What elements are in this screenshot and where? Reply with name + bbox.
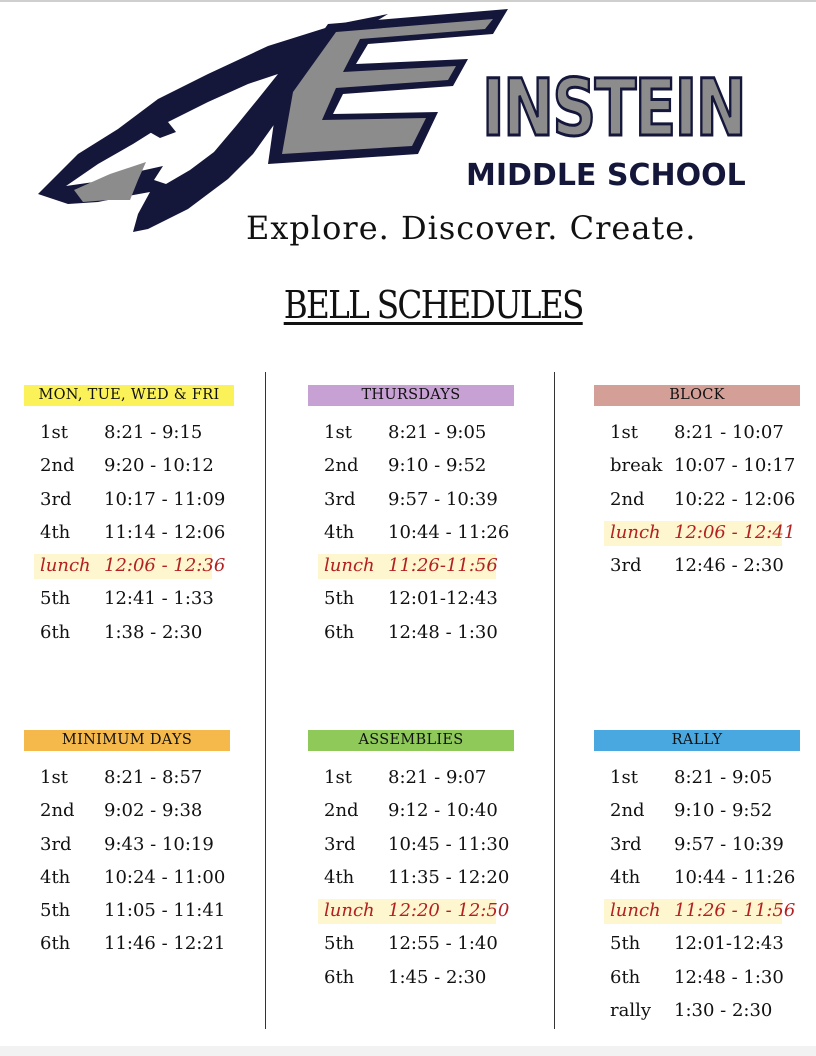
period-name: 6th [324,621,355,643]
period-time: 10:44 - 11:26 [388,521,510,543]
period-time: 12:01-12:43 [388,588,498,610]
schedule-rows [24,416,234,649]
period-time: 9:20 - 10:12 [104,455,214,477]
period-time: 11:35 - 12:20 [388,866,510,888]
period-name: 1st [40,767,68,788]
period-name: 5th [324,933,355,955]
period-time: 9:12 - 10:40 [388,800,498,822]
period-time: 1:30 - 2:30 [674,1000,773,1022]
period-name: 1st [324,767,352,788]
period-row [24,794,230,827]
top-border [0,0,816,2]
period-name: 1st [610,767,638,788]
period-row [24,861,230,894]
period-name: 4th [610,866,641,888]
period-time: 11:26 - 11:56 [674,900,796,922]
period-name: 4th [324,866,355,888]
period-row [594,449,800,482]
period-row [594,994,800,1027]
lunch-row [594,894,800,927]
schedule-assemblies [308,730,514,994]
period-name: 3rd [610,555,642,577]
schedule-rows [594,761,800,1027]
period-time: 12:06 - 12:36 [104,555,226,577]
period-time: 12:55 - 1:40 [388,933,498,955]
period-time: 11:05 - 11:41 [104,900,226,922]
period-time: 9:02 - 9:38 [104,800,203,822]
period-name: 1st [610,422,638,443]
period-time: 10:45 - 11:30 [388,833,510,855]
period-row [308,616,514,649]
schedule-block [594,385,800,582]
period-name: lunch [324,555,375,577]
period-row [308,861,514,894]
period-row [24,449,234,482]
period-time: 8:21 - 8:57 [104,767,203,788]
period-row [24,927,230,960]
period-name: 5th [610,933,641,955]
column-divider [554,372,555,1029]
schedule-rally [594,730,800,1027]
schedule-label: RALLY [594,730,800,751]
period-time: 12:48 - 1:30 [674,966,784,988]
period-row [308,961,514,994]
schedule-label: BLOCK [594,385,800,406]
schedule-minimum-days [24,730,230,961]
period-name: 4th [40,521,71,543]
period-time: 10:22 - 12:06 [674,488,796,510]
lunch-row [24,549,234,582]
period-name: 2nd [610,800,645,822]
period-time: 11:46 - 12:21 [104,933,226,955]
period-row [594,794,800,827]
period-time: 12:46 - 2:30 [674,555,784,577]
period-row [308,483,514,516]
period-name: 4th [324,521,355,543]
schedule-rows [308,761,514,994]
period-name: rally [610,1000,652,1022]
period-row [24,416,234,449]
schedule-label: MINIMUM DAYS [24,730,230,751]
period-time: 10:24 - 11:00 [104,866,226,888]
period-time: 11:14 - 12:06 [104,521,226,543]
period-name: 2nd [610,488,645,510]
period-time: 1:38 - 2:30 [104,621,203,643]
period-row [594,961,800,994]
period-row [308,582,514,615]
period-name: 3rd [40,833,72,855]
period-name: 6th [40,933,71,955]
schedule-label: ASSEMBLIES [308,730,514,751]
period-name: 6th [40,621,71,643]
logo-subtitle: MIDDLE SCHOOL [466,158,746,193]
period-time: 8:21 - 9:05 [674,767,773,788]
schedule-rows [24,761,230,961]
period-row [308,449,514,482]
period-time: 9:57 - 10:39 [388,488,498,510]
period-time: 12:41 - 1:33 [104,588,214,610]
period-time: 1:45 - 2:30 [388,966,487,988]
school-tagline: Explore. Discover. Create. [246,209,697,247]
period-row [308,416,514,449]
period-name: 5th [40,900,71,922]
period-time: 12:48 - 1:30 [388,621,498,643]
period-name: 3rd [40,488,72,510]
period-row [594,416,800,449]
period-name: lunch [610,900,661,922]
period-name: 3rd [324,488,356,510]
period-time: 10:44 - 11:26 [674,866,796,888]
period-name: 2nd [324,455,359,477]
period-name: 1st [324,422,352,443]
period-time: 10:07 - 10:17 [674,455,796,477]
period-time: 12:06 - 12:41 [674,521,796,543]
schedule-rows [594,416,800,582]
period-row [308,761,514,794]
period-name: break [610,455,663,477]
lunch-row [308,894,514,927]
lunch-row [308,549,514,582]
period-name: 4th [40,866,71,888]
period-name: 2nd [40,800,75,822]
period-row [24,828,230,861]
period-row [594,927,800,960]
period-row [24,616,234,649]
period-row [24,894,230,927]
period-time: 9:10 - 9:52 [674,800,773,822]
period-name: 2nd [324,800,359,822]
period-row [24,516,234,549]
period-row [594,828,800,861]
column-divider [265,372,266,1029]
schedule-rows [308,416,514,649]
period-name: 6th [324,966,355,988]
period-time: 9:43 - 10:19 [104,833,214,855]
period-row [24,582,234,615]
period-row [594,549,800,582]
period-name: 5th [324,588,355,610]
period-time: 8:21 - 9:05 [388,422,487,443]
period-row [308,794,514,827]
period-name: 5th [40,588,71,610]
schedule-label: THURSDAYS [308,385,514,406]
period-time: 8:21 - 9:07 [388,767,487,788]
period-name: lunch [40,555,91,577]
period-name: lunch [324,900,375,922]
schedule-mon-tue-wed-fri [24,385,234,649]
period-name: 1st [40,422,68,443]
period-name: 3rd [610,833,642,855]
period-name: lunch [610,521,661,543]
bottom-border [0,1046,816,1056]
period-row [24,761,230,794]
period-time: 12:20 - 12:50 [388,900,510,922]
period-time: 9:10 - 9:52 [388,455,487,477]
period-row [594,861,800,894]
logo-wordmark: INSTEIN [482,64,746,154]
period-row [308,516,514,549]
period-row [594,761,800,794]
period-time: 12:01-12:43 [674,933,784,955]
period-time: 10:17 - 11:09 [104,488,226,510]
period-row [308,927,514,960]
page-title: BELL SCHEDULES [283,283,583,327]
period-name: 2nd [40,455,75,477]
period-time: 8:21 - 10:07 [674,422,784,443]
schedule-thursdays [308,385,514,649]
schedule-label: MON, TUE, WED & FRI [24,385,234,406]
period-name: 6th [610,966,641,988]
period-name: 3rd [324,833,356,855]
period-time: 11:26-11:56 [388,555,498,577]
period-time: 9:57 - 10:39 [674,833,784,855]
period-row [308,828,514,861]
period-row [24,483,234,516]
period-row [594,483,800,516]
lunch-row [594,516,800,549]
period-time: 8:21 - 9:15 [104,422,203,443]
